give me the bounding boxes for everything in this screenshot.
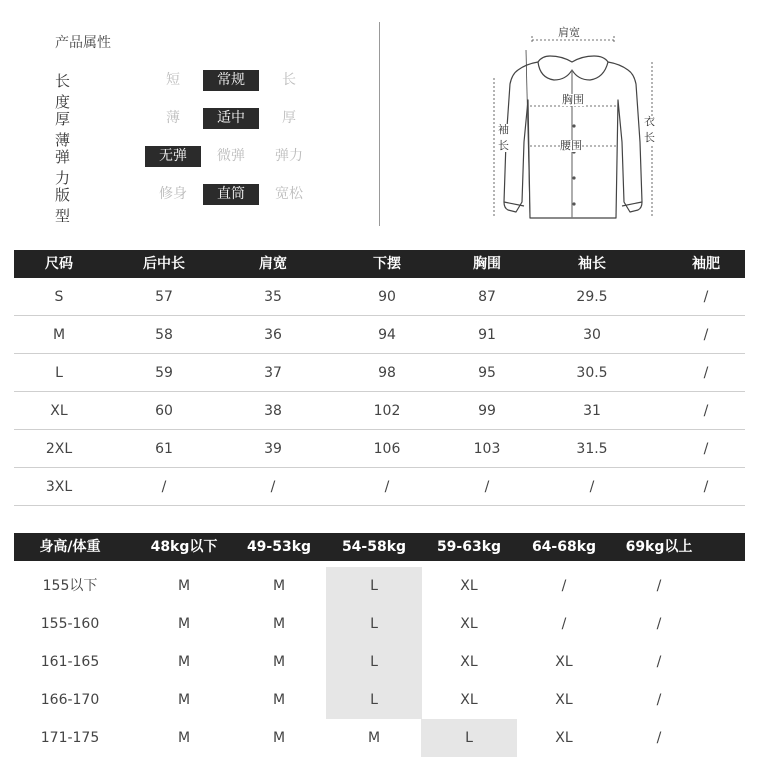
- attribute-option: 短: [166, 72, 180, 88]
- table-cell: M: [52, 327, 66, 343]
- table-cell: XL: [555, 654, 573, 670]
- table-cell: /: [703, 479, 709, 495]
- fit-table-header-cell: 59-63kg: [436, 539, 502, 555]
- table-cell: 31.5: [576, 441, 608, 457]
- table-cell: 2XL: [45, 441, 73, 457]
- table-cell: /: [589, 479, 595, 495]
- table-cell: M: [177, 578, 191, 594]
- table-cell: XL: [460, 578, 478, 594]
- table-cell: M: [177, 616, 191, 632]
- attribute-option: 弹力: [275, 148, 303, 164]
- table-cell: 102: [373, 403, 401, 419]
- table-cell: 155以下: [42, 578, 98, 594]
- table-cell: 90: [378, 289, 396, 305]
- table-cell: /: [703, 289, 709, 305]
- fit-table-header-cell: 48kg以下: [150, 539, 218, 555]
- table-cell: 98: [378, 365, 396, 381]
- table-cell: 106: [373, 441, 401, 457]
- table-cell: /: [656, 692, 662, 708]
- table-cell: S: [54, 289, 64, 305]
- table-cell: /: [561, 616, 567, 632]
- table-cell: /: [656, 654, 662, 670]
- sleeve-length-label: 袖 长: [498, 123, 509, 152]
- attribute-label: 版型: [55, 186, 71, 225]
- table-cell: 161-165: [40, 654, 100, 670]
- fit-table-header-cell: 身高/体重: [39, 539, 101, 555]
- table-cell: 35: [264, 289, 282, 305]
- attribute-option-selected: 常规: [203, 70, 259, 91]
- fit-table-header: [14, 533, 745, 561]
- attribute-row: [55, 70, 325, 111]
- attribute-option-selected: 适中: [203, 108, 259, 129]
- table-cell: L: [465, 730, 473, 746]
- table-cell: M: [272, 578, 286, 594]
- attribute-option-selected: 无弹: [145, 146, 201, 167]
- table-cell: 60: [155, 403, 173, 419]
- table-cell: /: [703, 403, 709, 419]
- table-cell: /: [703, 327, 709, 343]
- table-cell: 31: [583, 403, 601, 419]
- table-row: [14, 719, 745, 757]
- attribute-option-selected: 直筒: [203, 184, 259, 205]
- table-cell: L: [370, 578, 378, 594]
- table-cell: XL: [460, 654, 478, 670]
- table-cell: 61: [155, 441, 173, 457]
- table-cell: 30: [583, 327, 601, 343]
- fit-table-header-cell: 54-58kg: [341, 539, 407, 555]
- fit-table-header-cell: 64-68kg: [531, 539, 597, 555]
- table-cell: M: [272, 730, 286, 746]
- shirt-measurement-diagram: [486, 22, 666, 227]
- size-table-header-cell: 下摆: [373, 256, 401, 272]
- table-cell: L: [370, 616, 378, 632]
- size-table-header-cell: 尺码: [45, 256, 73, 272]
- attributes-title: 产品属性: [55, 35, 111, 51]
- fit-table-header-cell: 69kg以上: [625, 539, 693, 555]
- fit-table-header-cell: 49-53kg: [246, 539, 312, 555]
- attribute-row: [55, 184, 325, 225]
- table-cell: L: [370, 692, 378, 708]
- fit-table: [14, 533, 745, 761]
- shoulder-label: 肩宽: [558, 26, 580, 39]
- attribute-row: [55, 108, 325, 149]
- table-row: [14, 468, 745, 506]
- table-cell: L: [55, 365, 63, 381]
- attribute-label: 厚薄: [55, 110, 71, 149]
- table-cell: 36: [264, 327, 282, 343]
- table-row: [14, 605, 745, 643]
- vertical-divider: [379, 22, 380, 226]
- table-cell: /: [161, 479, 167, 495]
- table-cell: M: [367, 730, 381, 746]
- table-cell: 29.5: [576, 289, 608, 305]
- table-cell: XL: [460, 616, 478, 632]
- size-table-header-cell: 袖肥: [692, 256, 720, 272]
- attribute-option: 薄: [166, 110, 180, 126]
- table-cell: XL: [555, 692, 573, 708]
- attribute-label: 长度: [55, 72, 71, 111]
- table-row: [14, 643, 745, 681]
- size-table: [14, 250, 745, 506]
- table-cell: 3XL: [45, 479, 73, 495]
- table-cell: 57: [155, 289, 173, 305]
- table-cell: M: [272, 616, 286, 632]
- table-cell: M: [177, 692, 191, 708]
- table-cell: M: [177, 654, 191, 670]
- table-cell: 103: [473, 441, 501, 457]
- attribute-label: 弹力: [55, 148, 71, 187]
- table-cell: 155-160: [40, 616, 100, 632]
- table-cell: L: [370, 654, 378, 670]
- table-row: [14, 567, 745, 605]
- table-cell: 59: [155, 365, 173, 381]
- table-cell: XL: [460, 692, 478, 708]
- table-cell: 30.5: [576, 365, 608, 381]
- table-row: [14, 392, 745, 430]
- table-cell: 87: [478, 289, 496, 305]
- table-cell: /: [561, 578, 567, 594]
- table-cell: M: [272, 654, 286, 670]
- table-cell: M: [272, 692, 286, 708]
- size-table-header-cell: 胸围: [473, 256, 501, 272]
- table-row: [14, 430, 745, 468]
- table-row: [14, 316, 745, 354]
- size-table-header-cell: 后中长: [143, 256, 185, 272]
- table-row: [14, 278, 745, 316]
- table-cell: 38: [264, 403, 282, 419]
- size-table-header: [14, 250, 745, 278]
- size-table-header-cell: 袖长: [578, 256, 606, 272]
- table-cell: 37: [264, 365, 282, 381]
- size-table-header-cell: 肩宽: [259, 256, 287, 272]
- garment-length-label: 衣 长: [644, 115, 655, 144]
- table-cell: 171-175: [40, 730, 100, 746]
- shirt-illustration: [486, 22, 666, 227]
- attribute-row: [55, 146, 325, 187]
- table-cell: 95: [478, 365, 496, 381]
- table-cell: M: [177, 730, 191, 746]
- attribute-option: 长: [282, 72, 296, 88]
- attribute-option: 修身: [159, 186, 187, 202]
- table-cell: XL: [555, 730, 573, 746]
- attribute-option: 宽松: [275, 186, 303, 202]
- table-cell: 166-170: [40, 692, 100, 708]
- table-row: [14, 681, 745, 719]
- table-cell: /: [656, 578, 662, 594]
- table-cell: /: [656, 616, 662, 632]
- attribute-option: 微弹: [217, 148, 245, 164]
- table-cell: /: [270, 479, 276, 495]
- table-cell: /: [703, 441, 709, 457]
- table-cell: 58: [155, 327, 173, 343]
- table-cell: /: [384, 479, 390, 495]
- table-row: [14, 354, 745, 392]
- waist-label: 腰围: [560, 139, 582, 152]
- table-cell: XL: [50, 403, 68, 419]
- table-cell: /: [484, 479, 490, 495]
- table-cell: 99: [478, 403, 496, 419]
- table-cell: 91: [478, 327, 496, 343]
- chest-label: 胸围: [562, 93, 584, 106]
- table-cell: /: [656, 730, 662, 746]
- table-cell: 94: [378, 327, 396, 343]
- table-cell: 39: [264, 441, 282, 457]
- table-cell: /: [703, 365, 709, 381]
- attribute-option: 厚: [282, 110, 296, 126]
